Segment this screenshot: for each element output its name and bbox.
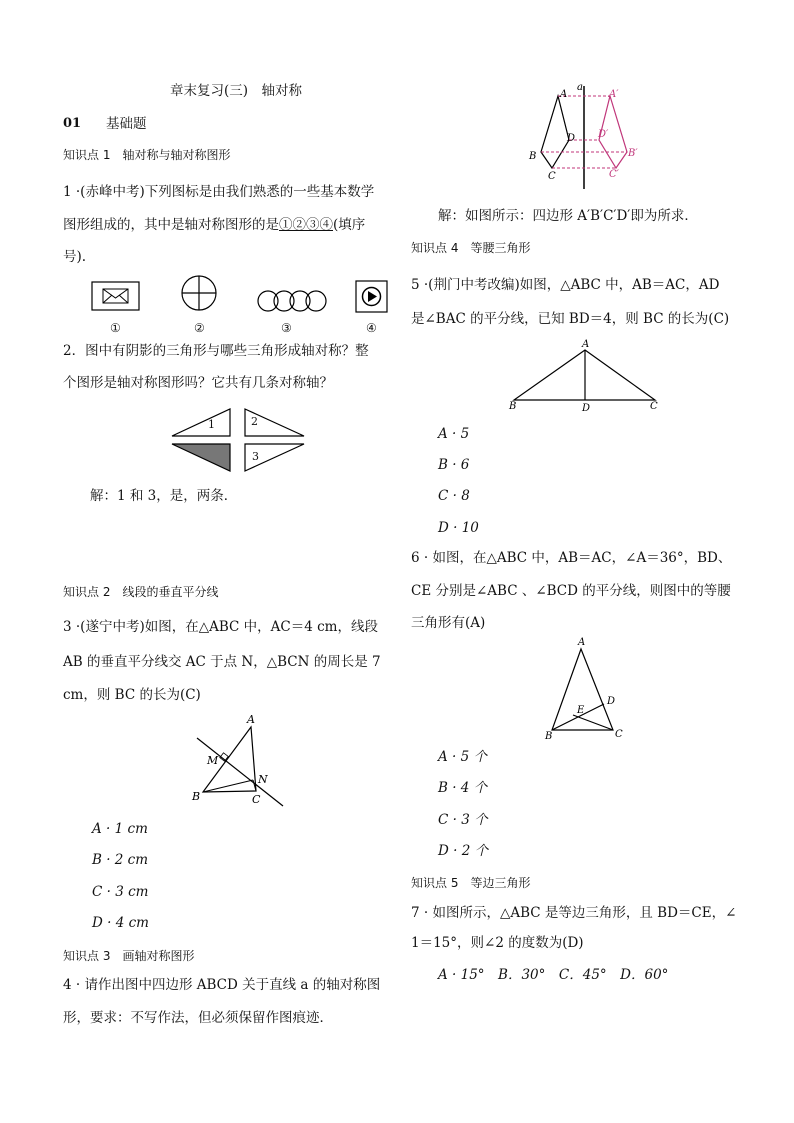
q6-label-B: B <box>545 731 553 742</box>
triangle-label-3: 3 <box>252 450 259 463</box>
q6-label-C: C <box>615 729 623 740</box>
q6-option-a: A · 5 个 <box>438 749 488 765</box>
q7-line2: 1＝15°，则∠2 的度数为(D) <box>411 935 584 951</box>
q6-option-b: B · 4 个 <box>438 780 488 796</box>
q4-label-B: B <box>529 151 537 162</box>
q5-option-d: D · 10 <box>438 520 479 536</box>
q5-label-B: B <box>509 401 517 412</box>
q7-options: A · 15° B．30° C．45° D．60° <box>438 967 669 983</box>
q6-label-E: E <box>577 705 585 716</box>
q3-label-M: M <box>207 754 219 767</box>
knowledge-point-4: 知识点 4 等腰三角形 <box>411 241 531 255</box>
q3-option-b: B · 2 cm <box>92 852 149 868</box>
q7-line1: 7 · 如图所示，△ABC 是等边三角形，且 BD＝CE，∠ <box>411 905 737 921</box>
q3-line1: 3 ·(遂宁中考)如图，在△ABC 中，AC＝4 cm，线段 <box>63 619 378 635</box>
q4-line2: 形，要求：不写作法，但必须保留作图痕迹． <box>63 1010 333 1026</box>
q5-line2: 是∠BAC 的平分线，已知 BD＝4，则 BC 的长为(C) <box>411 311 730 327</box>
q3-line3: cm，则 BC 的长为(C) <box>63 687 201 703</box>
q4-solution: 解：如图所示：四边形 A′B′C′D′即为所求． <box>438 208 698 224</box>
q5-line1: 5 ·(荆门中考改编)如图，△ABC 中，AB＝AC，AD <box>411 277 720 293</box>
q1-line3: 号). <box>63 249 87 265</box>
q5-label-C: C <box>650 401 658 412</box>
triangle-label-1: 1 <box>208 418 215 431</box>
q6-label-D: D <box>607 696 616 707</box>
section-number: 01 <box>63 116 82 131</box>
q3-line2: AB 的垂直平分线交 AC 于点 N，△BCN 的周长是 7 <box>63 654 381 670</box>
q1-line1: 1 ·(赤峰中考)下列图标是由我们熟悉的一些基本数学 <box>63 184 375 200</box>
q3-option-d: D · 4 cm <box>92 915 149 931</box>
q3-label-B: B <box>192 790 201 803</box>
q1-answer: ①②③④ <box>279 217 333 233</box>
q5-option-a: A · 5 <box>438 426 470 442</box>
q6-line3: 三角形有(A) <box>411 615 486 631</box>
q5-option-c: C · 8 <box>438 488 470 504</box>
q4-label-A-prime: A′ <box>609 89 619 100</box>
triangle-label-2: 2 <box>251 415 258 428</box>
q2-line2: 个图形是轴对称图形吗？它共有几条对称轴？ <box>63 375 333 391</box>
q3-label-N: N <box>258 773 268 786</box>
knowledge-point-5: 知识点 5 等边三角形 <box>411 876 531 890</box>
q1-label-4: ④ <box>366 321 377 335</box>
q6-label-A: A <box>578 637 586 648</box>
q1-label-2: ② <box>194 321 205 335</box>
knowledge-point-1: 知识点 1 轴对称与轴对称图形 <box>63 148 231 162</box>
q3-label-A: A <box>247 713 255 726</box>
section-label: 基础题 <box>106 116 147 132</box>
q2-solution: 解：1 和 3，是，两条． <box>90 488 238 504</box>
q5-label-A: A <box>582 339 590 350</box>
q4-label-C: C <box>548 171 556 182</box>
knowledge-point-2: 知识点 2 线段的垂直平分线 <box>63 585 219 599</box>
q4-label-D-prime: D′ <box>598 129 609 140</box>
q1-label-1: ① <box>110 321 121 335</box>
q6-line2: CE 分别是∠ABC 、∠BCD 的平分线，则图中的等腰 <box>411 583 731 599</box>
q4-line1: 4 · 请作出图中四边形 ABCD 关于直线 a 的轴对称图 <box>63 977 381 993</box>
q1-label-3: ③ <box>281 321 292 335</box>
q1-line2: 图形组成的，其中是轴对称图形的是①②③④(填序 <box>63 217 366 233</box>
q4-label-C-prime: C′ <box>609 169 619 180</box>
q5-option-b: B · 6 <box>438 457 470 473</box>
q3-option-a: A · 1 cm <box>92 821 148 837</box>
q5-label-D: D <box>582 403 591 414</box>
q6-option-c: C · 3 个 <box>438 812 488 828</box>
q4-label-D: D <box>567 133 576 144</box>
q4-label-a: a <box>577 82 583 93</box>
q3-label-C: C <box>252 793 261 806</box>
knowledge-point-3: 知识点 3 画轴对称图形 <box>63 949 195 963</box>
q2-line1: 2．图中有阴影的三角形与哪些三角形成轴对称？整 <box>63 343 369 359</box>
q6-option-d: D · 2 个 <box>438 843 489 859</box>
q6-line1: 6 · 如图，在△ABC 中，AB＝AC，∠A＝36°，BD、 <box>411 550 732 566</box>
q4-label-A: A <box>560 89 568 100</box>
q4-label-B-prime: B′ <box>628 148 638 159</box>
q3-option-c: C · 3 cm <box>92 884 149 900</box>
page-title: 章末复习(三) 轴对称 <box>170 83 303 99</box>
